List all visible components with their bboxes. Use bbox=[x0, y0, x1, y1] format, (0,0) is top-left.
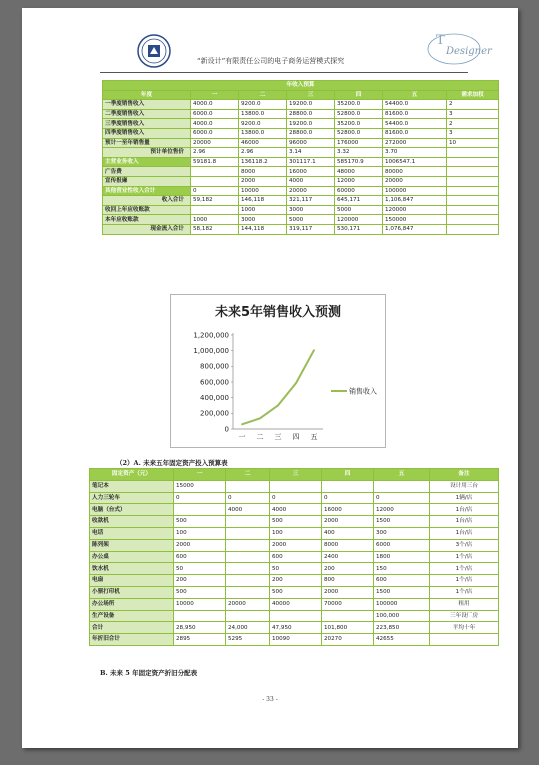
table-cell: 80000 bbox=[383, 167, 447, 177]
table-row bbox=[103, 100, 499, 110]
y-tick-label: 800,000 bbox=[200, 362, 229, 371]
table-cell: 3.70 bbox=[383, 148, 447, 158]
table-cell: 1个/店 bbox=[430, 586, 499, 598]
row-label: 电话 bbox=[90, 527, 174, 539]
table-cell: 100 bbox=[174, 527, 226, 539]
table-row bbox=[90, 622, 499, 634]
row-label: 人力三轮车 bbox=[90, 492, 174, 504]
x-tick-label: 五 bbox=[310, 433, 318, 441]
row-label: 二季度销售收入 bbox=[103, 109, 191, 119]
row-label: 三季度销售收入 bbox=[103, 119, 191, 129]
row-label: 广告费 bbox=[103, 167, 191, 177]
table-cell: 3个/店 bbox=[430, 539, 499, 551]
y-tick-label: 200,000 bbox=[200, 409, 229, 418]
table-row bbox=[90, 527, 499, 539]
column-header: 五 bbox=[383, 90, 447, 100]
column-header: 四 bbox=[322, 469, 374, 481]
table-row bbox=[103, 186, 499, 196]
table-cell: 12000 bbox=[374, 504, 430, 516]
table-row bbox=[90, 492, 499, 504]
row-label: 小票打印机 bbox=[90, 586, 174, 598]
table-cell bbox=[447, 167, 499, 177]
column-header: 年度 bbox=[103, 90, 191, 100]
column-header: 二 bbox=[239, 90, 287, 100]
column-header: 五 bbox=[374, 469, 430, 481]
data-point bbox=[259, 417, 261, 419]
table-cell: 645,171 bbox=[335, 196, 383, 206]
table-cell: 0 bbox=[322, 492, 374, 504]
table-cell: 1个/店 bbox=[430, 563, 499, 575]
table-row bbox=[90, 504, 499, 516]
table-cell: 1,076,847 bbox=[383, 224, 447, 234]
table-cell: 1个/店 bbox=[430, 575, 499, 587]
table-cell: 16000 bbox=[287, 167, 335, 177]
table-cell: 2400 bbox=[322, 551, 374, 563]
table-header-row bbox=[103, 90, 499, 100]
table-cell: 400 bbox=[322, 527, 374, 539]
table-row bbox=[103, 196, 499, 206]
table-cell: 平均十年 bbox=[430, 622, 499, 634]
row-label: 饮水机 bbox=[90, 563, 174, 575]
table-cell: 54400.0 bbox=[383, 119, 447, 129]
table-cell: 28800.0 bbox=[287, 128, 335, 138]
table-cell: 2000 bbox=[270, 539, 322, 551]
table-cell: 3 bbox=[447, 128, 499, 138]
table-cell: 3 bbox=[447, 109, 499, 119]
table-cell bbox=[226, 610, 270, 622]
table-cell: 2000 bbox=[174, 539, 226, 551]
table-cell: 1,106,847 bbox=[383, 196, 447, 206]
table-row bbox=[103, 119, 499, 129]
data-point bbox=[295, 382, 297, 384]
table-cell bbox=[226, 551, 270, 563]
table-cell: 1500 bbox=[374, 586, 430, 598]
row-label: 收回上年应收账款 bbox=[103, 205, 191, 215]
table-row bbox=[90, 610, 499, 622]
table-cell bbox=[447, 186, 499, 196]
table-cell: 35200.0 bbox=[335, 100, 383, 110]
table-row bbox=[103, 215, 499, 225]
row-label: 办公桌 bbox=[90, 551, 174, 563]
table-cell: 8000 bbox=[239, 167, 287, 177]
table-cell: 28,950 bbox=[174, 622, 226, 634]
table-cell: 5295 bbox=[226, 634, 270, 646]
table-cell: 200 bbox=[174, 575, 226, 587]
designer-logo bbox=[422, 30, 492, 70]
table-cell: 200 bbox=[270, 575, 322, 587]
row-label: 电扇 bbox=[90, 575, 174, 587]
table-cell: 1台/店 bbox=[430, 504, 499, 516]
table-cell: 150 bbox=[374, 563, 430, 575]
row-label: 收款机 bbox=[90, 516, 174, 528]
data-point bbox=[277, 405, 279, 407]
table-row bbox=[103, 224, 499, 234]
column-header: 固定资产（元） bbox=[90, 469, 174, 481]
table-cell bbox=[191, 205, 239, 215]
table-cell bbox=[270, 610, 322, 622]
table-cell: 176000 bbox=[335, 138, 383, 148]
svg-text:T: T bbox=[436, 33, 445, 48]
table-cell: 47,950 bbox=[270, 622, 322, 634]
table-cell: 1台/店 bbox=[430, 527, 499, 539]
table-row bbox=[103, 148, 499, 158]
table-cell bbox=[226, 527, 270, 539]
table-cell: 800 bbox=[322, 575, 374, 587]
table-cell: 0 bbox=[174, 492, 226, 504]
x-tick-label: 一 bbox=[238, 433, 246, 441]
x-tick-label: 四 bbox=[292, 433, 300, 441]
table-cell: 0 bbox=[270, 492, 322, 504]
table-cell: 301117.1 bbox=[287, 157, 335, 167]
table-cell: 4000 bbox=[287, 176, 335, 186]
row-label: 本年应收账款 bbox=[103, 215, 191, 225]
table-cell: 19200.0 bbox=[287, 119, 335, 129]
university-emblem-icon bbox=[137, 34, 171, 68]
table-cell: 6000 bbox=[374, 539, 430, 551]
page-number: - 33 - bbox=[262, 696, 278, 703]
table-cell: 500 bbox=[174, 516, 226, 528]
table-cell: 19200.0 bbox=[287, 100, 335, 110]
table-cell: 1500 bbox=[374, 516, 430, 528]
table-cell: 100 bbox=[270, 527, 322, 539]
row-label: 预计单位售价 bbox=[103, 148, 191, 158]
data-point bbox=[313, 349, 315, 351]
table-cell: 223,850 bbox=[374, 622, 430, 634]
table-cell: 1个/店 bbox=[430, 551, 499, 563]
table-row bbox=[90, 586, 499, 598]
table-cell: 2895 bbox=[174, 634, 226, 646]
table-row bbox=[90, 563, 499, 575]
table-cell bbox=[226, 563, 270, 575]
row-label: 年折旧合计 bbox=[90, 634, 174, 646]
table-cell bbox=[270, 480, 322, 492]
document-page bbox=[22, 8, 518, 748]
table-cell: 530,171 bbox=[335, 224, 383, 234]
fixed-asset-budget-table bbox=[89, 468, 499, 646]
table-cell bbox=[374, 480, 430, 492]
table-row bbox=[90, 634, 499, 646]
table-cell: 101,800 bbox=[322, 622, 374, 634]
table-cell: 100,000 bbox=[374, 610, 430, 622]
table-cell: 59181.8 bbox=[191, 157, 239, 167]
annual-income-budget-table bbox=[102, 80, 499, 235]
table-cell: 321,117 bbox=[287, 196, 335, 206]
table-cell: 2 bbox=[447, 100, 499, 110]
table-cell bbox=[430, 634, 499, 646]
row-label: 电脑（台式） bbox=[90, 504, 174, 516]
table-cell: 35200.0 bbox=[335, 119, 383, 129]
table-row bbox=[90, 480, 499, 492]
table-cell: 50 bbox=[270, 563, 322, 575]
table-row bbox=[103, 157, 499, 167]
table-cell: 设计用三台 bbox=[430, 480, 499, 492]
table-cell: 40000 bbox=[270, 598, 322, 610]
table-cell: 48000 bbox=[335, 167, 383, 177]
table-cell: 46000 bbox=[239, 138, 287, 148]
row-label: 现金流入合计 bbox=[103, 224, 191, 234]
table-cell bbox=[447, 157, 499, 167]
table-cell bbox=[226, 539, 270, 551]
table-cell: 16000 bbox=[322, 504, 374, 516]
row-label: 陈列架 bbox=[90, 539, 174, 551]
table-cell: 60000 bbox=[335, 186, 383, 196]
table-cell bbox=[226, 575, 270, 587]
table-cell bbox=[174, 610, 226, 622]
table-cell: 13800.0 bbox=[239, 128, 287, 138]
y-tick-label: 0 bbox=[224, 425, 229, 434]
table-cell: 1台/店 bbox=[430, 516, 499, 528]
table-title: 年收入预算 bbox=[103, 81, 499, 91]
row-label: 宣传报廉 bbox=[103, 176, 191, 186]
table-cell: 600 bbox=[270, 551, 322, 563]
table-cell bbox=[226, 586, 270, 598]
table-cell: 15000 bbox=[174, 480, 226, 492]
depreciation-table-caption: B. 未来 5 年固定资产折旧分配表 bbox=[100, 669, 198, 677]
table-cell: 8000 bbox=[322, 539, 374, 551]
table-row bbox=[103, 138, 499, 148]
table-cell: 59,182 bbox=[191, 196, 239, 206]
table-cell: 3.14 bbox=[287, 148, 335, 158]
table-cell: 1800 bbox=[374, 551, 430, 563]
header-divider bbox=[100, 72, 468, 73]
table-cell: 200 bbox=[322, 563, 374, 575]
table-header-row bbox=[90, 469, 499, 481]
table-cell: 144,118 bbox=[239, 224, 287, 234]
row-label: 生产设备 bbox=[90, 610, 174, 622]
table-cell: 52800.0 bbox=[335, 109, 383, 119]
table-cell: 319,117 bbox=[287, 224, 335, 234]
table-cell: 54400.0 bbox=[383, 100, 447, 110]
table-cell: 三年设厂房 bbox=[430, 610, 499, 622]
table-row bbox=[103, 205, 499, 215]
table-cell: 52800.0 bbox=[335, 128, 383, 138]
table-row bbox=[90, 516, 499, 528]
table-cell: 100000 bbox=[383, 186, 447, 196]
table-cell: 500 bbox=[270, 516, 322, 528]
table-cell: 120000 bbox=[383, 205, 447, 215]
table-cell: 10 bbox=[447, 138, 499, 148]
table-cell: 146,118 bbox=[239, 196, 287, 206]
table-cell: 50 bbox=[174, 563, 226, 575]
table-cell: 20000 bbox=[383, 176, 447, 186]
table-cell: 3000 bbox=[287, 205, 335, 215]
table-cell: 136118.2 bbox=[239, 157, 287, 167]
table-row bbox=[103, 176, 499, 186]
table-cell: 4000.0 bbox=[191, 100, 239, 110]
table-cell: 20000 bbox=[226, 598, 270, 610]
fixed-asset-table-caption: （2）A. 未来五年固定资产投入预算表 bbox=[116, 459, 228, 467]
table-cell: 150000 bbox=[383, 215, 447, 225]
row-label: 一季度销售收入 bbox=[103, 100, 191, 110]
legend-label: 销售收入 bbox=[349, 387, 377, 396]
table-cell: 1辆/店 bbox=[430, 492, 499, 504]
table-cell bbox=[447, 205, 499, 215]
table-cell: 70000 bbox=[322, 598, 374, 610]
table-cell: 10000 bbox=[239, 186, 287, 196]
column-header: 备注 bbox=[430, 469, 499, 481]
series-line-sales bbox=[242, 350, 314, 424]
table-cell: 0 bbox=[226, 492, 270, 504]
table-cell: 5000 bbox=[335, 205, 383, 215]
table-row bbox=[103, 128, 499, 138]
column-header: 一 bbox=[174, 469, 226, 481]
row-label: 办公场所 bbox=[90, 598, 174, 610]
table-row bbox=[103, 109, 499, 119]
row-label: 主营业务收入 bbox=[103, 157, 191, 167]
y-tick-label: 1,000,000 bbox=[193, 347, 229, 356]
table-cell: 10000 bbox=[174, 598, 226, 610]
table-cell: 585170.9 bbox=[335, 157, 383, 167]
table-cell: 9200.0 bbox=[239, 119, 287, 129]
table-cell bbox=[226, 480, 270, 492]
chart-title: 未来5年销售收入预测 bbox=[214, 305, 342, 320]
table-row bbox=[90, 539, 499, 551]
table-cell: 2.96 bbox=[191, 148, 239, 158]
table-cell: 2000 bbox=[322, 586, 374, 598]
column-header: 一 bbox=[191, 90, 239, 100]
y-tick-label: 400,000 bbox=[200, 394, 229, 403]
x-tick-label: 二 bbox=[256, 433, 264, 441]
table-cell: 4000 bbox=[270, 504, 322, 516]
row-label: 合计 bbox=[90, 622, 174, 634]
chart-plot bbox=[171, 295, 385, 447]
table-cell: 1000 bbox=[239, 205, 287, 215]
table-cell bbox=[447, 196, 499, 206]
table-cell: 6000.0 bbox=[191, 128, 239, 138]
table-cell: 120000 bbox=[335, 215, 383, 225]
row-label: 预计一至年销售量 bbox=[103, 138, 191, 148]
table-cell bbox=[191, 176, 239, 186]
y-tick-label: 600,000 bbox=[200, 378, 229, 387]
x-tick-label: 三 bbox=[274, 433, 282, 441]
table-cell bbox=[447, 148, 499, 158]
table-cell: 4000.0 bbox=[191, 119, 239, 129]
table-cell: 2.96 bbox=[239, 148, 287, 158]
column-header: 四 bbox=[335, 90, 383, 100]
table-cell: 2000 bbox=[239, 176, 287, 186]
table-cell: 13800.0 bbox=[239, 109, 287, 119]
row-label: 其他营业性收入合计 bbox=[103, 186, 191, 196]
table-cell bbox=[226, 516, 270, 528]
table-cell: 2000 bbox=[322, 516, 374, 528]
table-cell bbox=[322, 480, 374, 492]
table-cell: 10090 bbox=[270, 634, 322, 646]
column-header: 二 bbox=[226, 469, 270, 481]
table-cell: 0 bbox=[374, 492, 430, 504]
page-header bbox=[92, 30, 492, 74]
table-cell: 81600.0 bbox=[383, 128, 447, 138]
table-cell: 3000 bbox=[239, 215, 287, 225]
table-cell: 1000 bbox=[191, 215, 239, 225]
table-cell: 81600.0 bbox=[383, 109, 447, 119]
column-header: 三 bbox=[287, 90, 335, 100]
column-header: 需求加权 bbox=[447, 90, 499, 100]
table-row bbox=[90, 598, 499, 610]
table-cell bbox=[191, 167, 239, 177]
table-cell bbox=[174, 504, 226, 516]
table-cell: 6000.0 bbox=[191, 109, 239, 119]
svg-text:Designer: Designer bbox=[446, 46, 492, 57]
table-row bbox=[90, 551, 499, 563]
column-header: 三 bbox=[270, 469, 322, 481]
table-cell: 600 bbox=[374, 575, 430, 587]
table-cell: 租用 bbox=[430, 598, 499, 610]
table-cell: 96000 bbox=[287, 138, 335, 148]
table-cell bbox=[447, 215, 499, 225]
table-cell bbox=[447, 224, 499, 234]
row-label: 笔记本 bbox=[90, 480, 174, 492]
row-label: 四季度销售收入 bbox=[103, 128, 191, 138]
table-cell: 600 bbox=[174, 551, 226, 563]
table-cell: 24,000 bbox=[226, 622, 270, 634]
table-cell: 28800.0 bbox=[287, 109, 335, 119]
table-cell: 20000 bbox=[287, 186, 335, 196]
table-cell: 12000 bbox=[335, 176, 383, 186]
table-cell: 272000 bbox=[383, 138, 447, 148]
table-cell: 58,182 bbox=[191, 224, 239, 234]
table-cell: 300 bbox=[374, 527, 430, 539]
table-cell: 1006547.1 bbox=[383, 157, 447, 167]
page-header-title: “新设计”有限责任公司的电子商务运营模式探究 bbox=[197, 57, 345, 65]
sales-forecast-chart bbox=[170, 294, 386, 448]
table-cell: 4000 bbox=[226, 504, 270, 516]
table-cell bbox=[447, 176, 499, 186]
table-cell bbox=[322, 610, 374, 622]
table-cell: 500 bbox=[270, 586, 322, 598]
data-point bbox=[241, 423, 243, 425]
table-cell: 5000 bbox=[287, 215, 335, 225]
table-cell: 20000 bbox=[191, 138, 239, 148]
table-cell: 0 bbox=[191, 186, 239, 196]
table-cell: 500 bbox=[174, 586, 226, 598]
table-title-row bbox=[103, 81, 499, 91]
table-row bbox=[90, 575, 499, 587]
table-cell: 100000 bbox=[374, 598, 430, 610]
table-cell: 3.32 bbox=[335, 148, 383, 158]
row-label: 收入合计 bbox=[103, 196, 191, 206]
table-cell: 42655 bbox=[374, 634, 430, 646]
table-row bbox=[103, 167, 499, 177]
table-cell: 2 bbox=[447, 119, 499, 129]
table-cell: 9200.0 bbox=[239, 100, 287, 110]
y-tick-label: 1,200,000 bbox=[193, 331, 229, 340]
table-cell: 20270 bbox=[322, 634, 374, 646]
